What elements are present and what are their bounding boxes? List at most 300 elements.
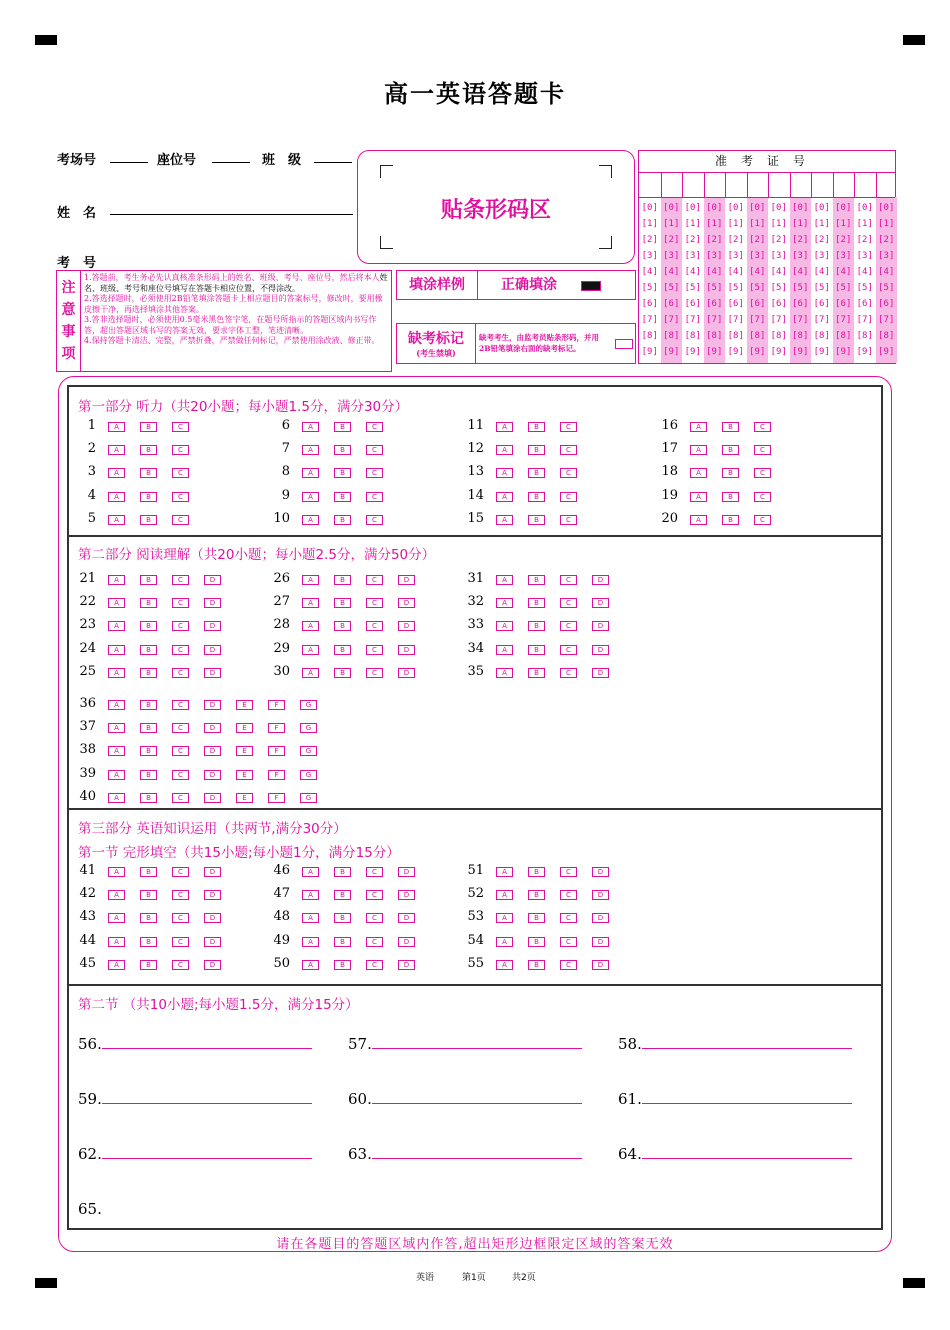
admission-digit-bubble[interactable]: [2] [749,235,766,245]
option-bubble[interactable]: B [140,746,157,756]
option-bubble[interactable]: A [302,913,319,923]
option-bubble[interactable]: B [140,515,157,525]
admission-digit-bubble[interactable]: [9] [749,347,766,357]
option-bubble[interactable]: G [300,793,317,803]
admission-digit-bubble[interactable]: [9] [727,347,744,357]
admission-digit-bubble[interactable]: [7] [749,315,766,325]
admission-digit-bubble[interactable]: [8] [706,331,723,341]
option-bubble[interactable]: A [302,867,319,877]
option-bubble[interactable]: A [108,867,125,877]
option-bubble[interactable]: A [108,422,125,432]
option-bubble[interactable]: C [172,492,189,502]
option-bubble[interactable]: D [204,937,221,947]
option-bubble[interactable]: A [302,515,319,525]
admission-digit-bubble[interactable]: [6] [727,299,744,309]
admission-digit-bubble[interactable]: [8] [813,331,830,341]
admission-digit-bubble[interactable]: [4] [663,267,680,277]
admission-digit-bubble[interactable]: [0] [706,203,723,213]
admission-digit-bubble[interactable]: [7] [878,315,895,325]
admission-digit-bubble[interactable]: [6] [684,299,701,309]
option-bubble[interactable]: C [560,867,577,877]
option-bubble[interactable]: B [140,445,157,455]
option-bubble[interactable]: C [366,422,383,432]
option-bubble[interactable]: B [140,960,157,970]
admission-digit-bubble[interactable]: [0] [835,203,852,213]
option-bubble[interactable]: A [108,960,125,970]
option-bubble[interactable]: B [528,445,545,455]
option-bubble[interactable]: A [302,468,319,478]
fill-answer-line[interactable] [102,1048,312,1049]
option-bubble[interactable]: A [496,492,513,502]
option-bubble[interactable]: C [560,668,577,678]
admission-digit-bubble[interactable]: [5] [663,283,680,293]
option-bubble[interactable]: A [108,793,125,803]
option-bubble[interactable]: C [172,668,189,678]
admission-digit-bubble[interactable]: [1] [878,219,895,229]
option-bubble[interactable]: C [560,645,577,655]
option-bubble[interactable]: B [140,422,157,432]
option-bubble[interactable]: D [204,700,221,710]
option-bubble[interactable]: B [334,445,351,455]
option-bubble[interactable]: B [334,645,351,655]
admission-digit-bubble[interactable]: [2] [706,235,723,245]
option-bubble[interactable]: F [268,746,285,756]
admission-digit-bubble[interactable]: [1] [749,219,766,229]
option-bubble[interactable]: G [300,770,317,780]
option-bubble[interactable]: B [140,890,157,900]
option-bubble[interactable]: C [366,575,383,585]
option-bubble[interactable]: C [172,867,189,877]
option-bubble[interactable]: C [366,598,383,608]
option-bubble[interactable]: B [528,598,545,608]
option-bubble[interactable]: A [496,937,513,947]
fill-answer-line[interactable] [642,1158,852,1159]
option-bubble[interactable]: B [334,422,351,432]
option-bubble[interactable]: C [366,668,383,678]
admission-digit-bubble[interactable]: [2] [770,235,787,245]
admission-digit-bubble[interactable]: [1] [856,219,873,229]
option-bubble[interactable]: B [722,515,739,525]
option-bubble[interactable]: C [366,937,383,947]
option-bubble[interactable]: A [302,937,319,947]
option-bubble[interactable]: B [140,575,157,585]
option-bubble[interactable]: B [334,492,351,502]
admission-digit-bubble[interactable]: [5] [792,283,809,293]
option-bubble[interactable]: F [268,700,285,710]
option-bubble[interactable]: F [268,793,285,803]
option-bubble[interactable]: A [690,445,707,455]
option-bubble[interactable]: A [690,468,707,478]
option-bubble[interactable]: B [528,492,545,502]
option-bubble[interactable]: A [496,468,513,478]
option-bubble[interactable]: A [496,445,513,455]
name-field[interactable] [110,214,353,215]
option-bubble[interactable]: A [108,621,125,631]
admission-digit-bubble[interactable]: [0] [663,203,680,213]
admission-digit-bubble[interactable]: [1] [835,219,852,229]
option-bubble[interactable]: D [204,598,221,608]
option-bubble[interactable]: C [366,468,383,478]
admission-digit-bubble[interactable]: [1] [706,219,723,229]
option-bubble[interactable]: B [334,867,351,877]
option-bubble[interactable]: C [172,913,189,923]
option-bubble[interactable]: E [236,700,253,710]
option-bubble[interactable]: D [398,668,415,678]
admission-digit-bubble[interactable]: [5] [749,283,766,293]
admission-digit-bubble[interactable]: [2] [663,235,680,245]
option-bubble[interactable]: D [398,575,415,585]
option-bubble[interactable]: A [302,445,319,455]
option-bubble[interactable]: B [528,960,545,970]
option-bubble[interactable]: A [302,492,319,502]
fill-answer-line[interactable] [372,1103,582,1104]
admission-digit-bubble[interactable]: [7] [727,315,744,325]
option-bubble[interactable]: A [690,515,707,525]
admission-digit-bubble[interactable]: [2] [641,235,658,245]
option-bubble[interactable]: D [398,598,415,608]
admission-digit-bubble[interactable]: [2] [792,235,809,245]
option-bubble[interactable]: B [334,960,351,970]
option-bubble[interactable]: A [496,515,513,525]
option-bubble[interactable]: D [204,575,221,585]
option-bubble[interactable]: A [108,890,125,900]
option-bubble[interactable]: C [560,913,577,923]
admission-digit-bubble[interactable]: [5] [706,283,723,293]
admission-digit-bubble[interactable]: [6] [835,299,852,309]
admission-digit-bubble[interactable]: [0] [856,203,873,213]
admission-digit-bubble[interactable]: [3] [856,251,873,261]
admission-digit-bubble[interactable]: [9] [835,347,852,357]
option-bubble[interactable]: B [722,468,739,478]
option-bubble[interactable]: B [528,468,545,478]
admission-digit-bubble[interactable]: [1] [813,219,830,229]
option-bubble[interactable]: B [140,621,157,631]
admission-digit-bubble[interactable]: [6] [856,299,873,309]
option-bubble[interactable]: B [528,867,545,877]
option-bubble[interactable]: C [172,575,189,585]
admission-digit-bubble[interactable]: [6] [792,299,809,309]
admission-digit-bubble[interactable]: [8] [878,331,895,341]
option-bubble[interactable]: D [592,937,609,947]
option-bubble[interactable]: C [172,598,189,608]
option-bubble[interactable]: D [204,890,221,900]
option-bubble[interactable]: D [398,913,415,923]
admission-digit-bubble[interactable]: [5] [727,283,744,293]
option-bubble[interactable]: A [302,668,319,678]
admission-digit-bubble[interactable]: [2] [856,235,873,245]
option-bubble[interactable]: C [366,960,383,970]
option-bubble[interactable]: A [496,668,513,678]
option-bubble[interactable]: A [108,937,125,947]
option-bubble[interactable]: D [592,575,609,585]
option-bubble[interactable]: D [204,793,221,803]
option-bubble[interactable]: D [398,867,415,877]
option-bubble[interactable]: D [592,645,609,655]
admission-digit-bubble[interactable]: [1] [641,219,658,229]
option-bubble[interactable]: A [496,575,513,585]
option-bubble[interactable]: C [560,515,577,525]
option-bubble[interactable]: C [560,492,577,502]
admission-digit-bubble[interactable]: [3] [813,251,830,261]
option-bubble[interactable]: D [204,913,221,923]
option-bubble[interactable]: D [592,867,609,877]
option-bubble[interactable]: B [528,668,545,678]
admission-digit-bubble[interactable]: [6] [749,299,766,309]
option-bubble[interactable]: D [592,668,609,678]
admission-digit-bubble[interactable]: [7] [641,315,658,325]
option-bubble[interactable]: A [302,422,319,432]
option-bubble[interactable]: D [398,960,415,970]
option-bubble[interactable]: C [172,645,189,655]
option-bubble[interactable]: C [366,445,383,455]
option-bubble[interactable]: B [528,645,545,655]
option-bubble[interactable]: B [140,645,157,655]
option-bubble[interactable]: C [172,890,189,900]
admission-digit-bubble[interactable]: [8] [641,331,658,341]
option-bubble[interactable]: A [302,598,319,608]
option-bubble[interactable]: A [108,913,125,923]
option-bubble[interactable]: C [172,960,189,970]
option-bubble[interactable]: B [722,492,739,502]
option-bubble[interactable]: D [398,645,415,655]
option-bubble[interactable]: E [236,770,253,780]
admission-digit-bubble[interactable]: [4] [878,267,895,277]
admission-digit-bubble[interactable]: [1] [663,219,680,229]
option-bubble[interactable]: C [366,621,383,631]
option-bubble[interactable]: A [108,468,125,478]
option-bubble[interactable]: C [366,890,383,900]
option-bubble[interactable]: E [236,746,253,756]
admission-digit-bubble[interactable]: [3] [835,251,852,261]
option-bubble[interactable]: A [496,598,513,608]
seat-field[interactable] [212,162,250,163]
admission-digit-bubble[interactable]: [1] [770,219,787,229]
option-bubble[interactable]: B [722,445,739,455]
option-bubble[interactable]: B [528,937,545,947]
admission-digit-bubble[interactable]: [6] [706,299,723,309]
admission-digit-bubble[interactable]: [5] [878,283,895,293]
option-bubble[interactable]: G [300,746,317,756]
option-bubble[interactable]: C [366,867,383,877]
option-bubble[interactable]: B [140,723,157,733]
admission-digit-bubble[interactable]: [1] [684,219,701,229]
admission-digit-bubble[interactable]: [9] [813,347,830,357]
option-bubble[interactable]: A [108,645,125,655]
admission-digit-bubble[interactable]: [3] [770,251,787,261]
admission-digit-bubble[interactable]: [5] [770,283,787,293]
option-bubble[interactable]: B [334,515,351,525]
admission-digit-bubble[interactable]: [8] [749,331,766,341]
option-bubble[interactable]: C [172,937,189,947]
option-bubble[interactable]: A [108,515,125,525]
option-bubble[interactable]: C [172,621,189,631]
option-bubble[interactable]: A [108,668,125,678]
option-bubble[interactable]: A [108,746,125,756]
option-bubble[interactable]: B [334,913,351,923]
option-bubble[interactable]: C [754,468,771,478]
admission-digit-bubble[interactable]: [5] [641,283,658,293]
option-bubble[interactable]: F [268,723,285,733]
option-bubble[interactable]: B [140,937,157,947]
admission-digit-bubble[interactable]: [0] [770,203,787,213]
option-bubble[interactable]: D [592,598,609,608]
admission-digit-bubble[interactable]: [3] [641,251,658,261]
admission-digit-bubble[interactable]: [3] [684,251,701,261]
option-bubble[interactable]: A [302,890,319,900]
option-bubble[interactable]: D [592,960,609,970]
option-bubble[interactable]: C [754,515,771,525]
option-bubble[interactable]: C [172,700,189,710]
option-bubble[interactable]: C [172,515,189,525]
option-bubble[interactable]: C [560,445,577,455]
option-bubble[interactable]: C [560,890,577,900]
admission-digit-bubble[interactable]: [0] [641,203,658,213]
option-bubble[interactable]: B [140,668,157,678]
option-bubble[interactable]: C [172,793,189,803]
admission-digit-bubble[interactable]: [2] [684,235,701,245]
admission-digit-bubble[interactable]: [4] [792,267,809,277]
fill-answer-line[interactable] [642,1048,852,1049]
exam-room-field[interactable] [110,162,148,163]
admission-digit-bubble[interactable]: [3] [749,251,766,261]
admission-digit-bubble[interactable]: [4] [835,267,852,277]
option-bubble[interactable]: B [140,468,157,478]
admission-digit-bubble[interactable]: [5] [684,283,701,293]
option-bubble[interactable]: B [140,700,157,710]
option-bubble[interactable]: B [528,890,545,900]
option-bubble[interactable]: A [690,492,707,502]
admission-digit-bubble[interactable]: [3] [878,251,895,261]
admission-digit-bubble[interactable]: [7] [663,315,680,325]
admission-digit-bubble[interactable]: [6] [641,299,658,309]
admission-digit-bubble[interactable]: [2] [813,235,830,245]
option-bubble[interactable]: B [334,575,351,585]
option-bubble[interactable]: D [592,890,609,900]
fill-answer-line[interactable] [102,1158,312,1159]
admission-digit-bubble[interactable]: [6] [813,299,830,309]
admission-digit-bubble[interactable]: [0] [727,203,744,213]
option-bubble[interactable]: D [398,621,415,631]
admission-digit-bubble[interactable]: [3] [727,251,744,261]
admission-digit-bubble[interactable]: [5] [856,283,873,293]
admission-digit-bubble[interactable]: [4] [706,267,723,277]
admission-digit-bubble[interactable]: [6] [770,299,787,309]
admission-digit-bubble[interactable]: [4] [813,267,830,277]
option-bubble[interactable]: D [592,621,609,631]
option-bubble[interactable]: C [366,913,383,923]
option-bubble[interactable]: D [398,890,415,900]
fill-answer-line[interactable] [372,1158,582,1159]
option-bubble[interactable]: D [592,913,609,923]
admission-digit-bubble[interactable]: [9] [856,347,873,357]
option-bubble[interactable]: B [140,793,157,803]
option-bubble[interactable]: C [172,723,189,733]
admission-digit-bubble[interactable]: [9] [878,347,895,357]
admission-digit-bubble[interactable]: [8] [684,331,701,341]
option-bubble[interactable]: B [528,913,545,923]
option-bubble[interactable]: B [334,468,351,478]
option-bubble[interactable]: D [204,645,221,655]
option-bubble[interactable]: C [172,468,189,478]
option-bubble[interactable]: D [204,746,221,756]
admission-digit-bubble[interactable]: [9] [770,347,787,357]
option-bubble[interactable]: A [496,890,513,900]
option-bubble[interactable]: A [302,575,319,585]
option-bubble[interactable]: B [140,492,157,502]
admission-digit-bubble[interactable]: [0] [813,203,830,213]
option-bubble[interactable]: B [334,937,351,947]
admission-digit-bubble[interactable]: [0] [684,203,701,213]
admission-digit-bubble[interactable]: [4] [684,267,701,277]
option-bubble[interactable]: A [108,700,125,710]
admission-digit-bubble[interactable]: [5] [835,283,852,293]
option-bubble[interactable]: D [204,770,221,780]
admission-digit-bubble[interactable]: [2] [727,235,744,245]
option-bubble[interactable]: C [754,422,771,432]
option-bubble[interactable]: C [366,645,383,655]
option-bubble[interactable]: A [108,598,125,608]
admission-digit-bubble[interactable]: [9] [684,347,701,357]
option-bubble[interactable]: C [172,445,189,455]
admission-digit-bubble[interactable]: [9] [792,347,809,357]
option-bubble[interactable]: A [108,723,125,733]
option-bubble[interactable]: A [108,492,125,502]
option-bubble[interactable]: A [108,445,125,455]
admission-digit-bubble[interactable]: [6] [878,299,895,309]
admission-digit-bubble[interactable]: [8] [792,331,809,341]
option-bubble[interactable]: C [366,492,383,502]
option-bubble[interactable]: B [140,770,157,780]
option-bubble[interactable]: A [302,621,319,631]
option-bubble[interactable]: A [496,621,513,631]
option-bubble[interactable]: A [690,422,707,432]
admission-digit-bubble[interactable]: [0] [792,203,809,213]
admission-digit-bubble[interactable]: [2] [878,235,895,245]
admission-digit-bubble[interactable]: [1] [727,219,744,229]
option-bubble[interactable]: B [528,515,545,525]
admission-digit-bubble[interactable]: [5] [813,283,830,293]
option-bubble[interactable]: A [108,575,125,585]
option-bubble[interactable]: G [300,700,317,710]
admission-digit-bubble[interactable]: [4] [770,267,787,277]
option-bubble[interactable]: C [560,468,577,478]
admission-digit-bubble[interactable]: [4] [749,267,766,277]
admission-digit-bubble[interactable]: [3] [706,251,723,261]
fill-answer-line[interactable] [102,1103,312,1104]
option-bubble[interactable]: D [204,668,221,678]
option-bubble[interactable]: B [528,422,545,432]
option-bubble[interactable]: B [334,668,351,678]
option-bubble[interactable]: B [334,598,351,608]
option-bubble[interactable]: B [140,913,157,923]
option-bubble[interactable]: A [496,422,513,432]
admission-digit-bubble[interactable]: [2] [835,235,852,245]
option-bubble[interactable]: A [496,960,513,970]
option-bubble[interactable]: B [722,422,739,432]
option-bubble[interactable]: D [204,621,221,631]
absent-checkbox[interactable] [615,339,633,349]
option-bubble[interactable]: C [754,492,771,502]
admission-digit-bubble[interactable]: [3] [663,251,680,261]
option-bubble[interactable]: C [366,515,383,525]
option-bubble[interactable]: C [560,621,577,631]
admission-digit-bubble[interactable]: [9] [706,347,723,357]
admission-digit-bubble[interactable]: [4] [856,267,873,277]
admission-digit-bubble[interactable]: [7] [813,315,830,325]
admission-digit-bubble[interactable]: [8] [727,331,744,341]
option-bubble[interactable]: C [172,770,189,780]
option-bubble[interactable]: C [560,575,577,585]
